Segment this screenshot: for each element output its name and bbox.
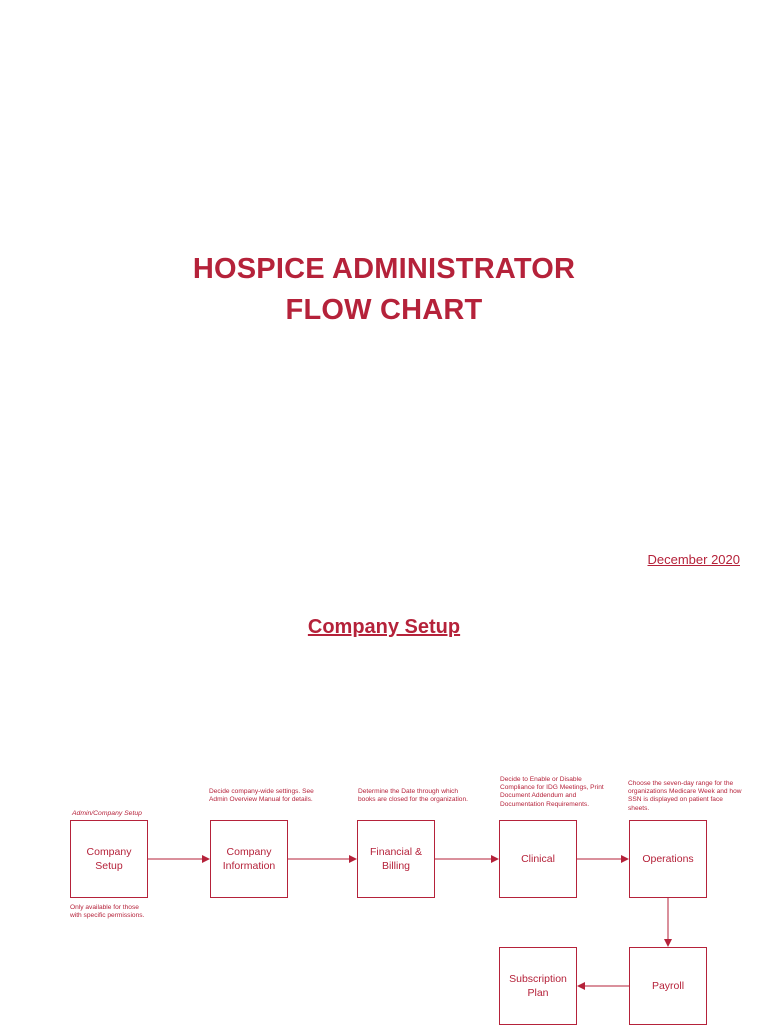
note-operations: Choose the seven-day range for the organizations Medicare Week and how SSN is displayed on patient face sheets. bbox=[628, 780, 742, 812]
flow-box-subscription-plan: Subscription Plan bbox=[499, 947, 577, 1025]
section-title: Company Setup bbox=[307, 616, 461, 638]
document-date: December 2020 bbox=[647, 552, 740, 567]
flow-box-financial-billing: Financial & Billing bbox=[357, 820, 435, 898]
flow-box-operations: Operations bbox=[629, 820, 707, 898]
flow-box-payroll: Payroll bbox=[629, 947, 707, 1025]
admin-path-label: Admin/Company Setup bbox=[72, 810, 142, 817]
document-title-line-2: FLOW CHART bbox=[285, 294, 483, 326]
document-title-line-1: HOSPICE ADMINISTRATOR bbox=[192, 253, 576, 285]
flow-box-clinical: Clinical bbox=[499, 820, 577, 898]
note-clinical: Decide to Enable or Disable Compliance for IDG Meetings, Print Document Addendum and Documentation Requirements. bbox=[500, 776, 604, 808]
flow-box-company-setup: Company Setup bbox=[70, 820, 148, 898]
note-financial-billing: Determine the Date through which books are closed for the organization. bbox=[358, 788, 468, 804]
note-company-information: Decide company-wide settings. See Admin Overview Manual for details. bbox=[209, 788, 314, 804]
flow-box-company-information: Company Information bbox=[210, 820, 288, 898]
note-company-setup: Only available for those with specific permissions. bbox=[70, 904, 145, 920]
